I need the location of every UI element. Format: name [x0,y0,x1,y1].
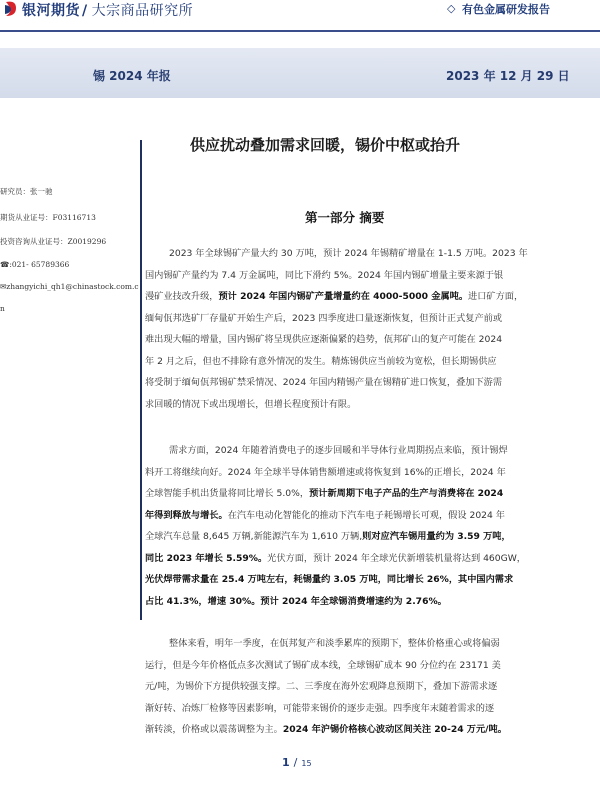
text-run: 全球智能手机出货量将同比增长 5.0%， [145,488,310,499]
text-run: 光伏方面，预计 2024 年全球光伏新增装机量将达到 460GW， [267,552,526,564]
section-heading: 第一部分 摘要 [305,210,385,225]
email-link[interactable]: ✉zhangyichi_qh1@chinastock.com.c [0,282,139,291]
text-line: 将受制于缅甸佤邦锡矿禁采情况、2024 年国内精锡产量在锡精矿进口恢复，叠加下游需 [145,377,503,388]
text-line [145,526,567,548]
bold-text-line: 光伏焊带需求量在 25.4 万吨左右，耗锡量约 3.05 万吨，同比增长 26%，其中国内需求 [145,574,514,585]
text-line [145,548,567,570]
report-type-label: 有色金属研发报告 [462,3,550,16]
text-line [145,505,567,527]
text-line: 难出现大幅的增量，国内锡矿将呈现供应逐渐偏紧的趋势，佤邦矿山的复产可能在 2024 [145,334,503,345]
brand-name [22,0,193,20]
diamond-icon: ◇ [447,2,456,15]
page-current: 1 [282,756,290,769]
bold-text-run: 2024 年沪锡价格核心波动区间关注 20-24 万元/吨。 [282,724,507,735]
text-line: 年 2 月之后，但也不排除有意外情况的发生。精炼锡供应当前较为宽松，但长期锡供应 [145,355,497,367]
text-run: 渐转淡，价格或以震荡调整为主。 [145,724,283,735]
futures-cert-number: 期货从业证号：F03116713 [0,213,96,222]
text-line: 2023 年全球锡矿产量大约 30 万吨，预计 2024 年锡精矿增量在 1-1.5 万吨。2023 年 [169,248,528,259]
phone-number: ☎:021- 65789366 [0,260,70,269]
galaxy-logo-icon [4,0,18,18]
text-line: 整体来看，明年一季度，在佤邦复产和淡季累库的预期下，整体价格重心或将偏弱 [169,638,500,649]
brand-separator: / [82,3,88,19]
page-total: 15 [301,759,312,768]
text-line [145,286,567,308]
text-line: 需求方面，2024 年随着消费电子的逐步回暖和半导体行业周期拐点来临，预计锡焊 [169,445,508,456]
bold-text-run: 预计 2024 年国内锡矿产量增量约在 4000-5000 金属吨。 [218,291,469,302]
page-title: 供应扰动叠加需求回暖，锡价中枢或抬升 [190,136,461,154]
brand-label: 银河期货 [22,3,80,19]
paragraph-outlook [145,633,567,741]
advisory-cert-number: 投资咨询从业证号：Z0019296 [0,237,107,246]
page-separator: / [293,756,298,769]
sidebar-divider [140,140,142,620]
institute-label: 大宗商品研究所 [91,3,194,19]
text-run: 全球汽车总量 8,645 万辆,新能源汽车为 1,610 万辆, [145,531,363,542]
header-divider [0,30,600,32]
text-line [145,483,567,505]
bold-text-run: 则对应汽车锡用量约为 3.59 万吨， [362,531,511,542]
text-run: 漫矿业技改升级， [145,291,219,302]
bold-text-line: 占比 41.3%，增速 30%。预计 2024 年全球锡消费增速约为 2.76%。 [145,595,447,607]
report-name: 锡 2024 年报 [93,69,171,83]
text-run: 在汽车电动化智能化的推动下汽车电子耗锡增长可观，假设 2024 年 [227,509,505,521]
bold-text-run: 预计新周期下电子产品的生产与消费将在 2024 [309,488,504,499]
bold-text-run: 年得到释放与增长。 [145,509,228,521]
bold-text-run: 同比 2023 年增长 5.59%。 [145,552,268,564]
email-link-continued[interactable]: n [0,304,5,313]
paragraph-supply [145,243,567,415]
researcher-name: 研究员：张一驰 [0,187,53,196]
text-line: 缅甸佤邦选矿厂存量矿开始生产后，2023 四季度进口量逐渐恢复，但预计正式复产前或 [145,312,503,324]
text-line: 运行，但是今年价格低点多次测试了锡矿成本线，全球锡矿成本 90 分位约在 23171 美 [145,659,501,671]
text-line [145,719,567,741]
text-line: 求回暖的情况下或出现增长，但增长程度预计有限。 [145,398,357,410]
text-line: 国内锡矿产量约为 7.4 万金属吨，同比下滑约 5%。2024 年国内锡矿增量主要来源于银 [145,269,504,281]
text-line: 料开工将继续向好。2024 年全球半导体销售额增速或将恢复到 16%的正增长，2024 年 [145,466,506,478]
paragraph-demand [145,440,567,612]
text-line: 渐好转、冶炼厂检修等因素影响，可能带来锡价的逐步走强。四季度年末随着需求的逐 [145,702,495,714]
text-line: 元/吨，为锡价下方提供较强支撑。二、三季度在海外宏观降息预期下，叠加下游需求逐 [145,681,498,692]
page-indicator [282,756,312,769]
page-header [0,0,600,22]
report-date: 2023 年 12 月 29 日 [446,69,570,83]
text-run: 进口矿方面， [468,291,524,302]
